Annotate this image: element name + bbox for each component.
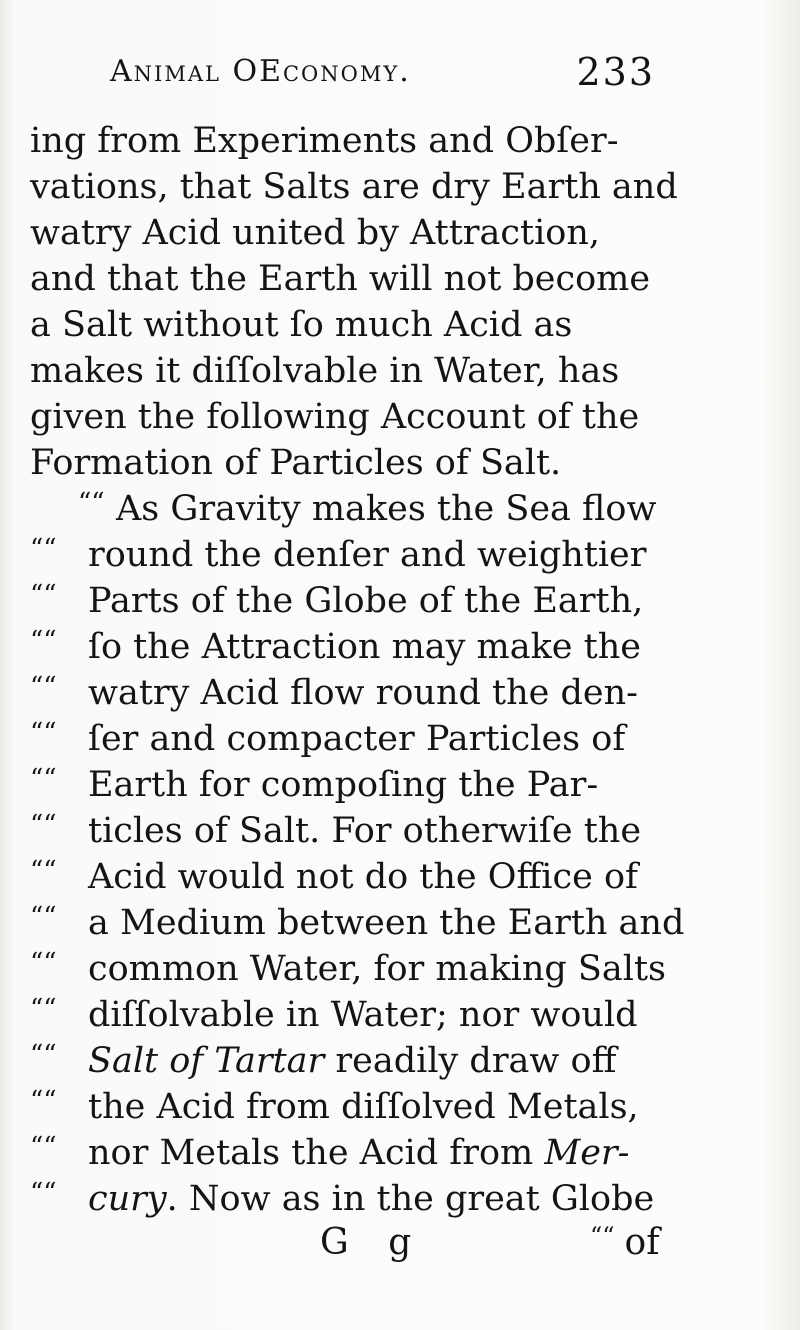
quote-mark: ““: [30, 994, 57, 1024]
quote-line: ““ Earth for compoſing the Par-: [30, 762, 660, 808]
page-footer: [0, 1222, 800, 1282]
quote-line: ““ watry Acid flow round the den-: [30, 670, 660, 716]
page-number: 233: [576, 50, 655, 94]
quote-line: ““ common Water, for making Salts: [30, 946, 660, 992]
quote-mark: ““: [30, 534, 57, 564]
text-line: makes it diſſolvable in Water, has: [30, 351, 620, 391]
quote-first-line: ““ As Gravity makes the Sea flow: [30, 486, 660, 532]
quote-line: ““ ſo the Attraction may make the: [30, 624, 660, 670]
quote-mark: ““: [30, 810, 57, 840]
quote-mark: ““: [30, 764, 57, 794]
italic-text: Mer-: [544, 1133, 630, 1173]
quote-mark: ““: [30, 856, 57, 886]
quote-mark: ““: [78, 488, 105, 518]
quote-line: ““ round the denſer and weightier: [30, 532, 660, 578]
text-line: ing from Experiments and Obſer-: [30, 121, 619, 161]
text-line: and that the Earth will not become: [30, 259, 651, 299]
quote-mark: ““: [30, 718, 57, 748]
quote-mark: ““: [30, 1040, 57, 1070]
quote-mark: ““: [30, 1132, 57, 1162]
text-line: a Salt without ſo much Acid as: [30, 305, 573, 345]
quote-mark: ““: [30, 626, 57, 656]
quote-line: ““ ticles of Salt. For otherwiſe the: [30, 808, 660, 854]
quote-mark: ““: [30, 902, 57, 932]
quote-line: ““ diſſolvable in Water; nor would: [30, 992, 660, 1038]
italic-text: Salt of Tartar: [88, 1041, 325, 1081]
italic-text: cury: [88, 1179, 167, 1219]
quote-line-last: ““ cury. Now as in the great Globe: [30, 1176, 660, 1222]
quote-line: ““ a Medium between the Earth and: [30, 900, 660, 946]
quote-mark: ““: [590, 1222, 615, 1250]
quote-mark: ““: [30, 580, 57, 610]
quote-line-italic: ““ Salt of Tartar readily draw off: [30, 1038, 660, 1084]
text-line: vations, that Salts are dry Earth and: [30, 167, 678, 207]
quote-line: ““ Acid would not do the Office of: [30, 854, 660, 900]
quote-line: ““ Parts of the Globe of the Earth,: [30, 578, 660, 624]
signature-mark: G g: [320, 1222, 426, 1263]
quote-mark: ““: [30, 948, 57, 978]
quote-line: ““ ſer and compacter Particles of: [30, 716, 660, 762]
running-title: Animal OEconomy.: [110, 54, 411, 89]
quote-mark: ““: [30, 1086, 57, 1116]
text-line: Formation of Particles of Salt.: [30, 443, 562, 483]
text-line: watry Acid united by Attraction,: [30, 213, 600, 253]
quote-line: ““ the Acid from diſſolved Metals,: [30, 1084, 660, 1130]
text-line: given the following Account of the: [30, 397, 640, 437]
quote-mark: ““: [30, 1178, 57, 1208]
page-header: [110, 50, 655, 100]
page-body: [30, 118, 685, 1222]
quote-line-mixed: ““ nor Metals the Acid from Mer-: [30, 1130, 660, 1176]
catchword: ““ of: [590, 1222, 660, 1263]
quote-mark: ““: [30, 672, 57, 702]
